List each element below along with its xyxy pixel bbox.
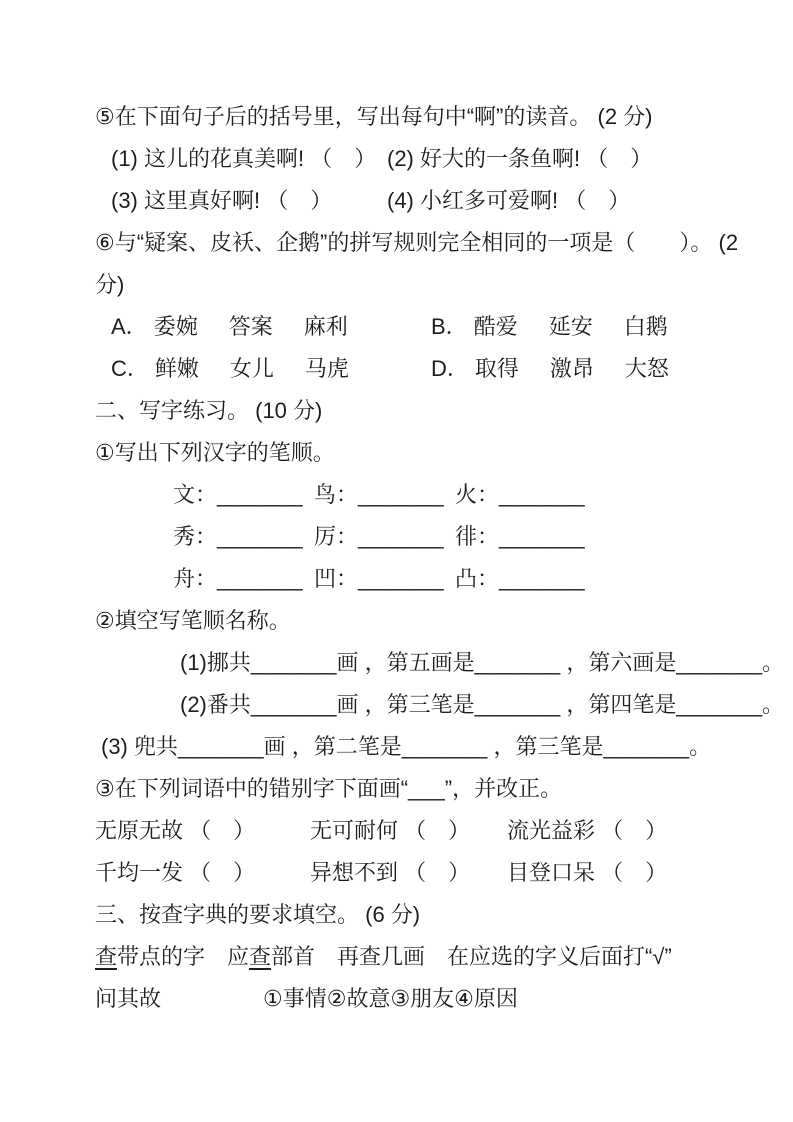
dictionary-header-part4: 部首 再查几画 在应选的字义后面打“√”	[271, 944, 672, 969]
section3-heading: 三、按查字典的要求填空。 (6 分)	[95, 902, 421, 927]
dictionary-header-part2: 带点的字 应	[117, 944, 250, 969]
question6-prompt-line2: 分)	[95, 272, 125, 297]
option-b-label: B．	[431, 314, 468, 339]
stroke-order-grid-row-3	[95, 565, 723, 593]
option-b-word-2: 延安	[548, 314, 593, 339]
dictionary-header-cha-2: 查	[249, 944, 272, 969]
stroke-name-item-2: (2)番共_______画 ，第三笔是_______ ，第四笔是_______。	[180, 692, 785, 717]
misspelled-word-4: 千均一发 （ ）	[95, 860, 256, 885]
question6-options-row-1	[95, 313, 723, 341]
question5-item-3: (3) 这里真好啊! （ ）	[111, 188, 333, 213]
question6-option-a	[111, 313, 431, 341]
stroke-cell-li: 厉：_______	[314, 524, 444, 549]
misspelled-words-row-1	[95, 817, 723, 845]
dictionary-entry-word: 问其故	[95, 986, 162, 1011]
question5-answers-row-1	[95, 145, 723, 173]
stroke-cell-pai: 徘：_______	[455, 524, 585, 549]
option-c-word-3: 马虎	[304, 356, 349, 381]
stroke-cell-wen: 文：_______	[173, 482, 303, 507]
question5-answers-row-2	[95, 187, 723, 215]
section2-sub3-prompt: ③在下列词语中的错别字下面画“___”，并改正。	[95, 776, 563, 801]
stroke-cell-ao: 凹：_______	[314, 566, 444, 591]
option-b-word-3: 白鹅	[623, 314, 668, 339]
stroke-cell-niao: 鸟：_______	[314, 482, 444, 507]
question6-prompt-line1: ⑥与“疑案、皮袄、企鹅”的拼写规则完全相同的一项是（ ）。 (2	[95, 230, 739, 255]
stroke-cell-xiu: 秀：_______	[173, 524, 303, 549]
dictionary-entry-definitions: ①事情②故意③朋友④原因	[263, 986, 518, 1011]
stroke-name-item-1: (1)挪共_______画 ，第五画是_______ ，第六画是_______。	[180, 650, 785, 675]
question5-prompt: ⑤在下面句子后的括号里，写出每句中“啊”的读音。 (2 分)	[95, 104, 653, 129]
question5-item-4: (4) 小红多可爱啊! （ ）	[387, 188, 631, 213]
option-c-word-1: 鲜嫩	[154, 356, 199, 381]
question5-item-2: (2) 好大的一条鱼啊! （ ）	[387, 146, 653, 171]
option-d-word-1: 取得	[474, 356, 519, 381]
option-b-word-1: 酷爱	[473, 314, 518, 339]
stroke-cell-huo: 火：_______	[455, 482, 585, 507]
misspelled-word-6: 目登口呆 （ ）	[507, 860, 668, 885]
option-a-word-2: 答案	[228, 314, 273, 339]
question6-option-d	[431, 355, 669, 383]
option-d-label: D．	[431, 356, 469, 381]
section2-heading: 二、写字练习。 (10 分)	[95, 398, 323, 423]
dictionary-table-header	[95, 943, 723, 971]
dictionary-entry-row	[95, 985, 723, 1013]
stroke-cell-zhou: 舟：_______	[173, 566, 303, 591]
option-a-word-1: 委婉	[153, 314, 198, 339]
option-a-word-3: 麻利	[303, 314, 348, 339]
misspelled-word-1: 无原无故 （ ）	[95, 818, 256, 843]
misspelled-word-5: 异想不到 （ ）	[310, 860, 471, 885]
dictionary-header-cha-1: 查	[95, 944, 118, 969]
stroke-order-grid-row-2	[95, 523, 723, 551]
misspelled-word-2: 无可耐何 （ ）	[310, 818, 471, 843]
option-a-label: A．	[111, 314, 148, 339]
option-d-word-2: 激昂	[549, 356, 594, 381]
option-d-word-3: 大怒	[624, 356, 669, 381]
stroke-cell-tu: 凸：_______	[455, 566, 585, 591]
section2-sub1-prompt: ①写出下列汉字的笔顺。	[95, 440, 335, 465]
question6-option-c	[111, 355, 431, 383]
misspelled-words-row-2	[95, 859, 723, 887]
stroke-order-grid-row-1	[95, 481, 723, 509]
stroke-name-item-3: (3) 兜共_______画 ，第二笔是_______ ，第三笔是_______。	[101, 734, 712, 759]
option-c-label: C．	[111, 356, 149, 381]
misspelled-word-3: 流光益彩 （ ）	[507, 818, 668, 843]
question6-option-b	[431, 313, 668, 341]
question5-item-1: (1) 这儿的花真美啊! （ ）	[111, 146, 377, 171]
section2-sub2-prompt: ②填空写笔顺名称。	[95, 608, 291, 633]
question6-options-row-2	[95, 355, 723, 383]
option-c-word-2: 女儿	[229, 356, 274, 381]
